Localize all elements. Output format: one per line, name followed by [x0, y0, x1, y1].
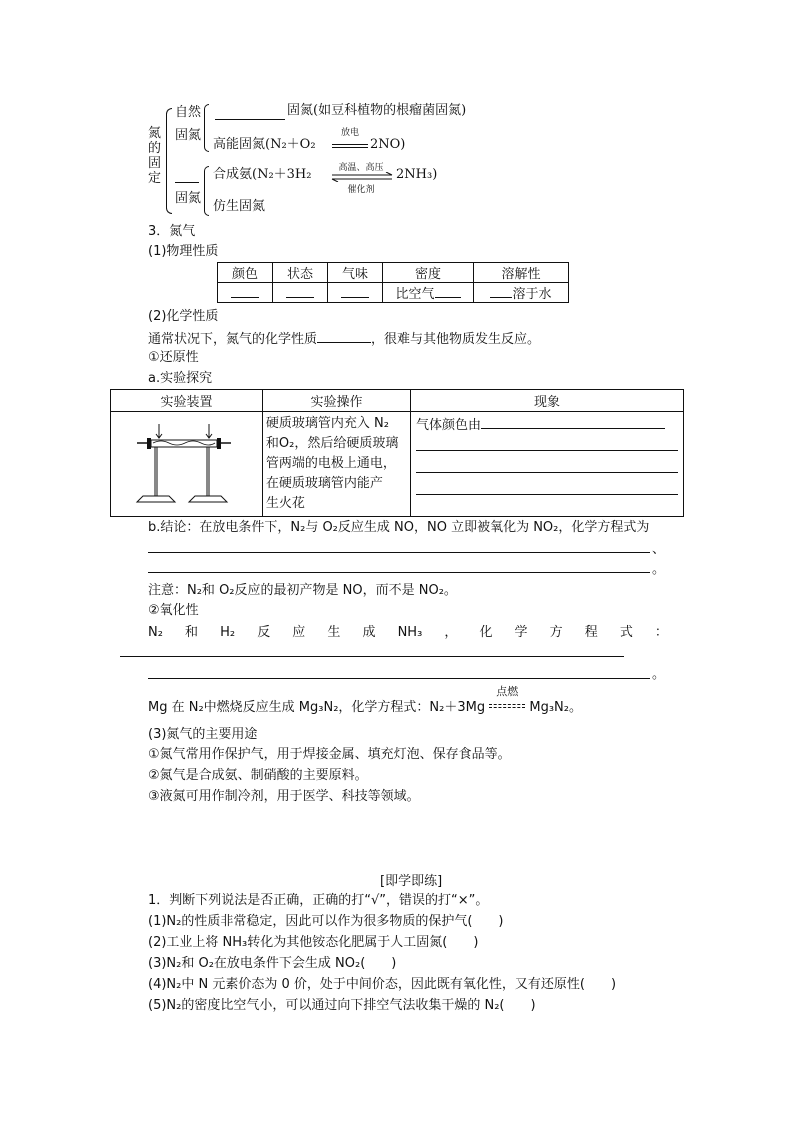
oxidizing-word: 式 — [619, 625, 633, 640]
experiment-table — [110, 389, 684, 517]
comma-mark: 、 — [652, 542, 666, 557]
ignition-arrow — [489, 685, 525, 711]
artificial-blank — [175, 182, 199, 183]
natural-item-2-suffix: 2NO) — [370, 137, 406, 152]
header-odor: 气味 — [328, 263, 383, 283]
chemical-intro-a: 通常状况下，氮气的化学性质 — [148, 332, 318, 347]
oxidizing-word: N₂ — [148, 625, 163, 640]
chemical-intro-b: ，很难与其他物质发生反应。 — [371, 332, 541, 347]
use-item: ①氮气常用作保护气，用于焊接金属、填充灯泡、保存食品等。 — [148, 747, 511, 762]
phenomenon-cell — [411, 412, 684, 517]
ammonia-condition-top: 高温、高压 — [338, 163, 384, 173]
natural-blank — [215, 119, 285, 120]
ammonia-condition-bottom: 催化剂 — [347, 185, 375, 195]
answer-line — [148, 552, 650, 553]
uses-heading: (3)氮气的主要用途 — [148, 727, 258, 742]
header-solubility: 溶解性 — [474, 263, 569, 283]
oxidizing-word: 方 — [549, 625, 563, 640]
answer-line — [120, 656, 624, 657]
phenomenon-start: 气体颜色由 — [416, 418, 482, 433]
natural-label-2: 固氮 — [175, 128, 202, 143]
reversible-arrow-icon — [330, 172, 394, 182]
artificial-item-1-suffix: 2NH₃) — [396, 167, 438, 182]
phenomenon-line — [416, 480, 678, 502]
note: 注意：N₂和 O₂反应的最初产物是 NO，而不是 NO₂。 — [148, 583, 457, 598]
discharge-condition: 放电 — [340, 128, 359, 138]
chemical-intro — [148, 328, 540, 349]
ignition-condition: 点燃 — [496, 685, 519, 698]
side-char: 的 — [148, 141, 162, 156]
solubility-text: 溶于水 — [512, 287, 552, 302]
oxidizing-word: 和 — [185, 625, 199, 640]
density-text: 比空气 — [395, 287, 435, 302]
oxidizing-word: 学 — [514, 625, 528, 640]
density-cell — [383, 283, 474, 303]
operation-cell — [262, 412, 410, 517]
operation-line: 管两端的电极上通电， — [265, 456, 396, 471]
reducing-heading: ①还原性 — [148, 350, 199, 365]
practice-item: (3)N₂和 O₂在放电条件下会生成 NO₂( ) — [148, 956, 397, 971]
physical-properties-table — [217, 262, 569, 303]
period-mark: 。 — [652, 562, 666, 577]
natural-item-1: 固氮(如豆科植物的根瘤菌固氮) — [287, 103, 467, 118]
period-mark: 。 — [652, 667, 666, 682]
state-cell — [273, 283, 328, 303]
section-heading: 3．氮气 — [148, 224, 196, 239]
practice-question: 1．判断下列说法是否正确，正确的打“√”，错误的打“×”。 — [148, 893, 489, 908]
table-row — [111, 412, 684, 517]
answer-line — [148, 678, 650, 679]
odor-cell — [328, 283, 383, 303]
artificial-brace — [204, 166, 209, 216]
artificial-item-1-prefix: 合成氨(N₂＋3H₂ — [213, 167, 312, 182]
eq-line — [332, 144, 368, 145]
oxidizing-word: H₂ — [220, 625, 236, 640]
eq-line — [332, 147, 368, 148]
side-label — [148, 126, 161, 186]
phenomenon-line — [416, 458, 678, 480]
use-item: ②氮气是合成氨、制硝酸的主要原料。 — [148, 768, 368, 783]
artificial-label-2: 固氮 — [175, 191, 202, 206]
answer-line — [148, 572, 650, 573]
operation-line: 生火花 — [265, 496, 305, 511]
side-char: 定 — [148, 171, 162, 186]
color-cell — [218, 283, 273, 303]
mg-reaction — [148, 685, 582, 717]
header-phenomenon: 现象 — [411, 390, 684, 412]
header-state: 状态 — [273, 263, 328, 283]
header-operation: 实验操作 — [262, 390, 410, 412]
artificial-item-2: 仿生固氮 — [213, 199, 266, 214]
chemical-heading: (2)化学性质 — [148, 309, 219, 324]
operation-line: 在硬质玻璃管内能产 — [265, 476, 383, 491]
natural-item-2-prefix: 高能固氮(N₂＋O₂ — [213, 137, 316, 152]
mg-text-b: Mg₃N₂。 — [529, 700, 582, 715]
practice-item: (2)工业上将 NH₃转化为其他铵态化肥属于人工固氮( ) — [148, 935, 479, 950]
natural-label-1: 自然 — [175, 105, 202, 120]
apparatus-cell — [111, 412, 263, 517]
oxidizing-heading: ②氧化性 — [148, 603, 199, 618]
oxidizing-word: 程 — [584, 625, 598, 640]
operation-line: 和O₂，然后给硬质玻璃 — [265, 436, 399, 451]
header-density: 密度 — [383, 263, 474, 283]
phenomenon-line — [416, 414, 678, 436]
oxidizing-word: 化 — [479, 625, 493, 640]
physical-heading: (1)物理性质 — [148, 244, 219, 259]
header-apparatus: 实验装置 — [111, 390, 263, 412]
table-header-row — [111, 390, 684, 412]
practice-item: (5)N₂的密度比空气小，可以通过向下排空气法收集干燥的 N₂( ) — [148, 998, 536, 1013]
practice-item: (1)N₂的性质非常稳定，因此可以作为很多物质的保护气( ) — [148, 914, 504, 929]
practice-title: [即学即练] — [380, 874, 443, 889]
oxidizing-word: 成 — [362, 625, 376, 640]
apparatus-illustration — [133, 420, 243, 510]
oxidizing-word: 生 — [327, 625, 341, 640]
side-char: 氮 — [148, 126, 162, 141]
table-row — [218, 283, 569, 303]
natural-brace — [204, 104, 209, 152]
use-item: ③液氮可用作制冷剂，用于医学、科技等领域。 — [148, 789, 420, 804]
header-color: 颜色 — [218, 263, 273, 283]
oxidizing-text — [148, 624, 668, 642]
oxidizing-word: ， — [444, 625, 458, 640]
operation-line: 硬质玻璃管内充入 N₂ — [265, 416, 389, 431]
mg-text-a: Mg 在 N₂中燃烧反应生成 Mg₃N₂，化学方程式：N₂＋3Mg — [148, 700, 486, 715]
table-header-row — [218, 263, 569, 283]
practice-item: (4)N₂中 N 元素价态为 0 价，处于中间价态，因此既有氧化性，又有还原性( ) — [148, 977, 617, 992]
oxidizing-word: ： — [654, 625, 668, 640]
outer-brace — [166, 108, 172, 214]
oxidizing-word: NH₃ — [397, 625, 423, 640]
conclusion: b.结论：在放电条件下，N₂与 O₂反应生成 NO，NO 立即被氧化为 NO₂，化学方程式为 — [148, 520, 650, 535]
side-char: 固 — [148, 156, 162, 171]
oxidizing-word: 反 — [257, 625, 271, 640]
oxidizing-word: 应 — [292, 625, 306, 640]
solubility-cell — [474, 283, 569, 303]
experiment-heading: a.实验探究 — [148, 371, 213, 386]
phenomenon-line — [416, 436, 678, 458]
